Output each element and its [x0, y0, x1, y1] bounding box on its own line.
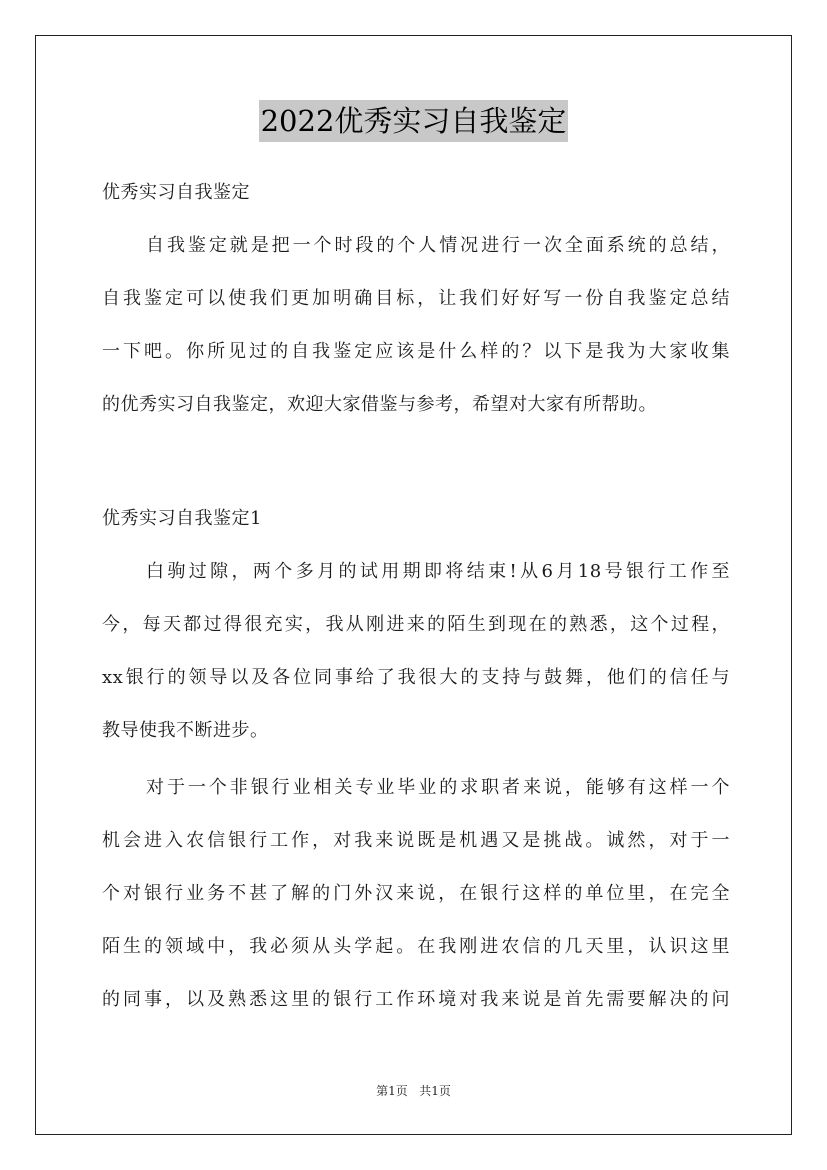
paragraph-line: 白驹过隙，两个多月的试用期即将结束!从6月18号银行工作至: [146, 561, 730, 582]
paragraph-1: [102, 545, 730, 757]
paragraph-line: 的优秀实习自我鉴定，欢迎大家借鉴与参考，希望对大家有所帮助。: [102, 394, 657, 415]
paragraph-line: 自我鉴定就是把一个时段的个人情况进行一次全面系统的总结，: [146, 235, 730, 256]
title-container: [0, 100, 827, 142]
section-heading: [102, 166, 730, 219]
heading-text: 优秀实习自我鉴定: [102, 182, 250, 203]
document-title: 2022优秀实习自我鉴定: [259, 100, 569, 142]
page-footer: [0, 1082, 827, 1099]
paragraph-line: xx银行的领导以及各位同事给了我很大的支持与鼓舞，他们的信任与: [102, 667, 730, 688]
paragraph-line: 教导使我不断进步。: [102, 720, 269, 741]
page-number: 第1页: [376, 1084, 408, 1098]
heading-text: 优秀实习自我鉴定1: [102, 508, 262, 529]
paragraph-2: [102, 761, 730, 1026]
paragraph-line: 机会进入农信银行工作，对我来说既是机遇又是挑战。诚然，对于一: [102, 830, 730, 851]
paragraph-line: 个对银行业务不甚了解的门外汉来说，在银行这样的单位里，在完全: [102, 883, 730, 904]
intro-paragraph: [102, 219, 730, 431]
paragraph-line: 一下吧。你所见过的自我鉴定应该是什么样的？以下是我为大家收集: [102, 341, 730, 362]
section-heading-1: [102, 492, 730, 545]
paragraph-line: 今，每天都过得很充实，我从刚进来的陌生到现在的熟悉，这个过程，: [102, 614, 730, 635]
paragraph-line: 陌生的领域中，我必须从头学起。在我刚进农信的几天里，认识这里: [102, 936, 730, 957]
paragraph-line: 自我鉴定可以使我们更加明确目标，让我们好好写一份自我鉴定总结: [102, 288, 730, 309]
paragraph-line: 对于一个非银行业相关专业毕业的求职者来说，能够有这样一个: [146, 777, 730, 798]
paragraph-line: 的同事，以及熟悉这里的银行工作环境对我来说是首先需要解决的问: [102, 989, 730, 1010]
page-total: 共1页: [419, 1084, 451, 1098]
